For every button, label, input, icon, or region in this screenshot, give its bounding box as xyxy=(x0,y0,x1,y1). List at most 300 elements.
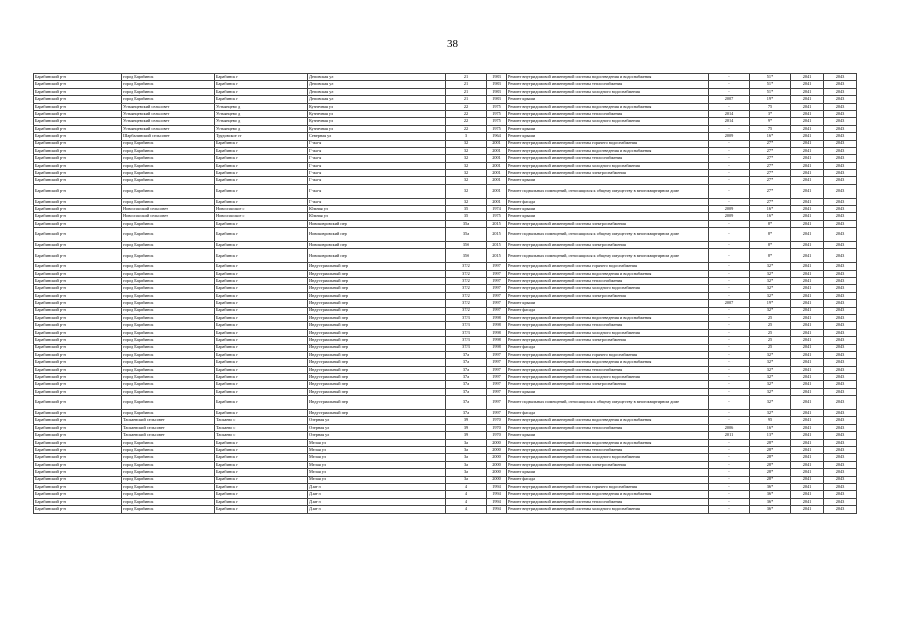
municipality-cell: Устьянцевский сельсовет xyxy=(122,118,215,125)
settlement-cell: Барабинск г xyxy=(215,359,308,366)
municipality-cell: город Барабинск xyxy=(122,506,215,513)
street-cell: Индустриальный пер xyxy=(308,300,446,307)
table-row xyxy=(34,242,857,249)
house-number-cell: 4 xyxy=(446,498,487,505)
build-year-cell: 1997 xyxy=(487,410,507,417)
wear-percent-cell: 32* xyxy=(750,307,791,314)
street-cell: Северная ул xyxy=(308,133,446,140)
period-start-cell: 2041 xyxy=(791,432,824,439)
period-start-cell: 2041 xyxy=(791,381,824,388)
settlement-cell: Барабинск г xyxy=(215,177,308,184)
period-end-cell: 2043 xyxy=(824,125,857,132)
table-row xyxy=(34,359,857,366)
table-row xyxy=(34,140,857,147)
street-cell: Г-жа-я xyxy=(308,140,446,147)
district-cell: Барабинский р-н xyxy=(34,184,122,198)
build-year-cell: 1997 xyxy=(487,277,507,284)
last-repair-year-cell: 2014 xyxy=(709,110,750,117)
period-end-cell: 2043 xyxy=(824,118,857,125)
period-start-cell: 2041 xyxy=(791,344,824,351)
last-repair-year-cell: - xyxy=(709,170,750,177)
house-number-cell: 39 xyxy=(446,417,487,424)
municipality-cell: город Барабинск xyxy=(122,351,215,358)
district-cell: Барабинский р-н xyxy=(34,374,122,381)
wear-percent-cell: 27* xyxy=(750,184,791,198)
work-type-cell: Ремонт внутридомовой инженерной системы водоотведения и водоснабжения xyxy=(507,417,709,424)
house-number-cell: 37/3 xyxy=(446,329,487,336)
house-number-cell: 4 xyxy=(446,506,487,513)
district-cell: Барабинский р-н xyxy=(34,110,122,117)
wear-percent-cell: 36* xyxy=(750,491,791,498)
house-number-cell: 21 xyxy=(446,74,487,81)
settlement-cell: Новоспасское с xyxy=(215,213,308,220)
table-row xyxy=(34,198,857,205)
settlement-cell: Устьянцево д xyxy=(215,103,308,110)
municipality-cell: город Барабинск xyxy=(122,483,215,490)
last-repair-year-cell: 2009 xyxy=(709,213,750,220)
table-row xyxy=(34,147,857,154)
house-number-cell: 22 xyxy=(446,125,487,132)
wear-percent-cell: 28* xyxy=(750,446,791,453)
period-end-cell: 2043 xyxy=(824,329,857,336)
period-start-cell: 2041 xyxy=(791,396,824,410)
build-year-cell: 1997 xyxy=(487,396,507,410)
period-end-cell: 2043 xyxy=(824,270,857,277)
table-row xyxy=(34,469,857,476)
period-start-cell: 2041 xyxy=(791,498,824,505)
period-end-cell: 2043 xyxy=(824,155,857,162)
house-number-cell: 32 xyxy=(446,177,487,184)
municipality-cell: город Барабинск xyxy=(122,162,215,169)
district-cell: Барабинский р-н xyxy=(34,198,122,205)
house-number-cell: 32 xyxy=(446,147,487,154)
wear-percent-cell: 28* xyxy=(750,439,791,446)
wear-percent-cell: 32* xyxy=(750,277,791,284)
period-end-cell: 2043 xyxy=(824,88,857,95)
table-row xyxy=(34,396,857,410)
work-type-cell: Ремонт внутридомовой инженерной системы электроснабжения xyxy=(507,220,709,227)
district-cell: Барабинский р-н xyxy=(34,469,122,476)
street-cell: Индустриальный пер xyxy=(308,366,446,373)
wear-percent-cell: 28* xyxy=(750,454,791,461)
period-start-cell: 2041 xyxy=(791,74,824,81)
settlement-cell: Барабинск г xyxy=(215,300,308,307)
period-start-cell: 2041 xyxy=(791,491,824,498)
last-repair-year-cell: - xyxy=(709,322,750,329)
wear-percent-cell: 36* xyxy=(750,483,791,490)
street-cell: Г-жа-я xyxy=(308,155,446,162)
municipality-cell: город Барабинск xyxy=(122,446,215,453)
build-year-cell: 1974 xyxy=(487,206,507,213)
build-year-cell: 1998 xyxy=(487,314,507,321)
build-year-cell: 2000 xyxy=(487,454,507,461)
street-cell: Мелая ул xyxy=(308,469,446,476)
house-number-cell: 37а xyxy=(446,388,487,395)
settlement-cell: Устьянцево д xyxy=(215,125,308,132)
period-end-cell: 2043 xyxy=(824,292,857,299)
work-type-cell: Ремонт внутридомовой инженерной системы теплоснабжения xyxy=(507,322,709,329)
district-cell: Барабинский р-н xyxy=(34,388,122,395)
last-repair-year-cell: - xyxy=(709,307,750,314)
municipality-cell: город Барабинск xyxy=(122,88,215,95)
settlement-cell: Барабинск г xyxy=(215,74,308,81)
period-end-cell: 2043 xyxy=(824,337,857,344)
last-repair-year-cell: - xyxy=(709,396,750,410)
house-number-cell: 35б xyxy=(446,242,487,249)
work-type-cell: Ремонт внутридомовой инженерной системы водоотведения и водоснабжения xyxy=(507,270,709,277)
period-start-cell: 2041 xyxy=(791,469,824,476)
last-repair-year-cell: - xyxy=(709,469,750,476)
district-cell: Барабинский р-н xyxy=(34,506,122,513)
last-repair-year-cell: - xyxy=(709,263,750,270)
district-cell: Барабинский р-н xyxy=(34,417,122,424)
period-end-cell: 2043 xyxy=(824,374,857,381)
house-number-cell: 3а xyxy=(446,454,487,461)
wear-percent-cell: 32* xyxy=(750,374,791,381)
table-row xyxy=(34,110,857,117)
work-type-cell: Ремонт внутридомовой инженерной системы водоотведения и водоснабжения xyxy=(507,147,709,154)
period-start-cell: 2041 xyxy=(791,220,824,227)
period-end-cell: 2043 xyxy=(824,162,857,169)
settlement-cell: Барабинск г xyxy=(215,491,308,498)
house-number-cell: 37/3 xyxy=(446,322,487,329)
district-cell: Барабинский р-н xyxy=(34,242,122,249)
build-year-cell: 1994 xyxy=(487,498,507,505)
house-number-cell: 37а xyxy=(446,359,487,366)
wear-percent-cell: 27* xyxy=(750,147,791,154)
wear-percent-cell: 32* xyxy=(750,285,791,292)
table-row xyxy=(34,133,857,140)
settlement-cell: Барабинск г xyxy=(215,292,308,299)
last-repair-year-cell: - xyxy=(709,476,750,483)
table-row xyxy=(34,337,857,344)
house-number-cell: 4 xyxy=(446,491,487,498)
work-type-cell: Ремонт подвальных помещений, относящихся к общему имуществу в многоквартирном доме xyxy=(507,228,709,242)
house-number-cell: 22 xyxy=(446,103,487,110)
table-row xyxy=(34,206,857,213)
build-year-cell: 1975 xyxy=(487,103,507,110)
municipality-cell: город Барабинск xyxy=(122,461,215,468)
settlement-cell: Барабинск г xyxy=(215,337,308,344)
municipality-cell: город Барабинск xyxy=(122,388,215,395)
last-repair-year-cell: - xyxy=(709,366,750,373)
street-cell: Кузнечная ул xyxy=(308,125,446,132)
period-start-cell: 2041 xyxy=(791,374,824,381)
capital-repair-table-container xyxy=(33,73,856,514)
period-end-cell: 2043 xyxy=(824,184,857,198)
work-type-cell: Ремонт фасада xyxy=(507,198,709,205)
house-number-cell: 32 xyxy=(446,140,487,147)
district-cell: Барабинский р-н xyxy=(34,498,122,505)
table-row xyxy=(34,424,857,431)
municipality-cell: Таскаевский сельсовет xyxy=(122,417,215,424)
wear-percent-cell: 19* xyxy=(750,96,791,103)
settlement-cell: Барабинск г xyxy=(215,469,308,476)
wear-percent-cell: 28* xyxy=(750,461,791,468)
work-type-cell: Ремонт внутридомовой инженерной системы горячего водоснабжения xyxy=(507,263,709,270)
municipality-cell: город Барабинск xyxy=(122,285,215,292)
period-start-cell: 2041 xyxy=(791,277,824,284)
period-end-cell: 2043 xyxy=(824,381,857,388)
table-row xyxy=(34,277,857,284)
street-cell: Мелая ул xyxy=(308,461,446,468)
street-cell: Новоковровский пер xyxy=(308,228,446,242)
work-type-cell: Ремонт внутридомовой инженерной системы водоотведения и водоснабжения xyxy=(507,74,709,81)
settlement-cell: Барабинск г xyxy=(215,198,308,205)
settlement-cell: Барабинск г xyxy=(215,314,308,321)
district-cell: Барабинский р-н xyxy=(34,410,122,417)
table-row xyxy=(34,381,857,388)
last-repair-year-cell: - xyxy=(709,147,750,154)
table-row xyxy=(34,454,857,461)
work-type-cell: Ремонт внутридомовой инженерной системы теплоснабжения xyxy=(507,424,709,431)
municipality-cell: Таскаевский сельсовет xyxy=(122,432,215,439)
build-year-cell: 2001 xyxy=(487,140,507,147)
wear-percent-cell: 32* xyxy=(750,410,791,417)
period-end-cell: 2043 xyxy=(824,359,857,366)
table-row xyxy=(34,439,857,446)
work-type-cell: Ремонт внутридомовой инженерной системы водоотведения и водоснабжения xyxy=(507,359,709,366)
work-type-cell: Ремонт крыши xyxy=(507,469,709,476)
municipality-cell: город Барабинск xyxy=(122,96,215,103)
settlement-cell: Барабинск г xyxy=(215,329,308,336)
build-year-cell: 1998 xyxy=(487,322,507,329)
wear-percent-cell: 95 xyxy=(750,417,791,424)
table-row xyxy=(34,88,857,95)
work-type-cell: Ремонт внутридомовой инженерной системы холодного водоснабжения xyxy=(507,285,709,292)
settlement-cell: Барабинск г xyxy=(215,366,308,373)
house-number-cell: 37/2 xyxy=(446,300,487,307)
table-row xyxy=(34,322,857,329)
municipality-cell: город Барабинск xyxy=(122,344,215,351)
period-end-cell: 2043 xyxy=(824,242,857,249)
last-repair-year-cell: - xyxy=(709,270,750,277)
wear-percent-cell: 25 xyxy=(750,322,791,329)
period-start-cell: 2041 xyxy=(791,81,824,88)
district-cell: Барабинский р-н xyxy=(34,133,122,140)
municipality-cell: город Барабинск xyxy=(122,300,215,307)
period-end-cell: 2043 xyxy=(824,213,857,220)
period-start-cell: 2041 xyxy=(791,242,824,249)
period-start-cell: 2041 xyxy=(791,177,824,184)
build-year-cell: 1997 xyxy=(487,285,507,292)
work-type-cell: Ремонт внутридомовой инженерной системы теплоснабжения xyxy=(507,498,709,505)
municipality-cell: город Барабинск xyxy=(122,292,215,299)
last-repair-year-cell: - xyxy=(709,417,750,424)
street-cell: Новоковровский пер xyxy=(308,242,446,249)
wear-percent-cell: 28* xyxy=(750,476,791,483)
last-repair-year-cell: - xyxy=(709,177,750,184)
period-end-cell: 2043 xyxy=(824,344,857,351)
municipality-cell: город Барабинск xyxy=(122,270,215,277)
street-cell: Мелая ул xyxy=(308,446,446,453)
last-repair-year-cell: - xyxy=(709,292,750,299)
district-cell: Барабинский р-н xyxy=(34,270,122,277)
period-start-cell: 2041 xyxy=(791,198,824,205)
municipality-cell: город Барабинск xyxy=(122,277,215,284)
district-cell: Барабинский р-н xyxy=(34,147,122,154)
street-cell: Мелая ул xyxy=(308,439,446,446)
period-end-cell: 2043 xyxy=(824,388,857,395)
wear-percent-cell: 16* xyxy=(750,424,791,431)
period-start-cell: 2041 xyxy=(791,506,824,513)
house-number-cell: 37а xyxy=(446,374,487,381)
last-repair-year-cell: - xyxy=(709,285,750,292)
settlement-cell: Барабинск г xyxy=(215,483,308,490)
street-cell: Индустриальный пер xyxy=(308,374,446,381)
municipality-cell: Новоспасский сельсовет xyxy=(122,206,215,213)
wear-percent-cell: 25 xyxy=(750,329,791,336)
street-cell: Индустриальный пер xyxy=(308,285,446,292)
period-start-cell: 2041 xyxy=(791,337,824,344)
period-start-cell: 2041 xyxy=(791,424,824,431)
house-number-cell: 37/3 xyxy=(446,337,487,344)
period-start-cell: 2041 xyxy=(791,140,824,147)
last-repair-year-cell: - xyxy=(709,439,750,446)
table-row xyxy=(34,170,857,177)
period-start-cell: 2041 xyxy=(791,213,824,220)
house-number-cell: 35 xyxy=(446,213,487,220)
build-year-cell: 1997 xyxy=(487,263,507,270)
last-repair-year-cell: 2011 xyxy=(709,432,750,439)
district-cell: Барабинский р-н xyxy=(34,366,122,373)
house-number-cell: 35б xyxy=(446,249,487,263)
wear-percent-cell: 32* xyxy=(750,270,791,277)
build-year-cell: 1997 xyxy=(487,381,507,388)
municipality-cell: город Барабинск xyxy=(122,314,215,321)
wear-percent-cell: 27* xyxy=(750,155,791,162)
settlement-cell: Барабинск г xyxy=(215,498,308,505)
period-start-cell: 2041 xyxy=(791,483,824,490)
wear-percent-cell: 27* xyxy=(750,198,791,205)
period-end-cell: 2043 xyxy=(824,307,857,314)
district-cell: Барабинский р-н xyxy=(34,249,122,263)
build-year-cell: 1998 xyxy=(487,337,507,344)
period-start-cell: 2041 xyxy=(791,249,824,263)
last-repair-year-cell: - xyxy=(709,242,750,249)
street-cell: Г-жа-я xyxy=(308,147,446,154)
build-year-cell: 1997 xyxy=(487,292,507,299)
period-start-cell: 2041 xyxy=(791,184,824,198)
settlement-cell: Барабинск г xyxy=(215,506,308,513)
district-cell: Барабинский р-н xyxy=(34,292,122,299)
settlement-cell: Барабинск г xyxy=(215,162,308,169)
build-year-cell: 2001 xyxy=(487,184,507,198)
last-repair-year-cell: - xyxy=(709,198,750,205)
wear-percent-cell: 13* xyxy=(750,432,791,439)
build-year-cell: 1983 xyxy=(487,74,507,81)
last-repair-year-cell: - xyxy=(709,410,750,417)
wear-percent-cell: 51* xyxy=(750,81,791,88)
period-end-cell: 2043 xyxy=(824,396,857,410)
period-start-cell: 2041 xyxy=(791,88,824,95)
period-end-cell: 2043 xyxy=(824,74,857,81)
last-repair-year-cell: - xyxy=(709,381,750,388)
build-year-cell: 1998 xyxy=(487,329,507,336)
work-type-cell: Ремонт внутридомовой инженерной системы теплоснабжения xyxy=(507,366,709,373)
work-type-cell: Ремонт внутридомовой инженерной системы электроснабжения xyxy=(507,381,709,388)
period-start-cell: 2041 xyxy=(791,133,824,140)
district-cell: Барабинский р-н xyxy=(34,96,122,103)
street-cell: Индустриальный пер xyxy=(308,337,446,344)
table-row xyxy=(34,432,857,439)
municipality-cell: Устьянцевский сельсовет xyxy=(122,110,215,117)
district-cell: Барабинский р-н xyxy=(34,344,122,351)
settlement-cell: Новоспасское с xyxy=(215,206,308,213)
work-type-cell: Ремонт внутридомовой инженерной системы водоотведения и водоснабжения xyxy=(507,439,709,446)
table-row xyxy=(34,491,857,498)
work-type-cell: Ремонт внутридомовой инженерной системы водоотведения и водоснабжения xyxy=(507,491,709,498)
work-type-cell: Ремонт внутридомовой инженерной системы теплоснабжения xyxy=(507,155,709,162)
build-year-cell: 2015 xyxy=(487,228,507,242)
street-cell: Индустриальный пер xyxy=(308,396,446,410)
settlement-cell: Барабинск г xyxy=(215,184,308,198)
street-cell: Индустриальный пер xyxy=(308,263,446,270)
house-number-cell: 37/2 xyxy=(446,277,487,284)
period-start-cell: 2041 xyxy=(791,110,824,117)
street-cell: Д.кв-л xyxy=(308,491,446,498)
table-row xyxy=(34,351,857,358)
build-year-cell: 2015 xyxy=(487,242,507,249)
table-row xyxy=(34,228,857,242)
period-end-cell: 2043 xyxy=(824,249,857,263)
house-number-cell: 37а xyxy=(446,381,487,388)
period-end-cell: 2043 xyxy=(824,277,857,284)
period-end-cell: 2043 xyxy=(824,469,857,476)
capital-repair-table xyxy=(33,73,857,514)
district-cell: Барабинский р-н xyxy=(34,228,122,242)
work-type-cell: Ремонт внутридомовой инженерной системы водоотведения и водоснабжения xyxy=(507,103,709,110)
house-number-cell: 37а xyxy=(446,366,487,373)
last-repair-year-cell: - xyxy=(709,329,750,336)
house-number-cell: 39 xyxy=(446,424,487,431)
street-cell: Озерная ул xyxy=(308,432,446,439)
table-row xyxy=(34,285,857,292)
build-year-cell: 1964 xyxy=(487,133,507,140)
settlement-cell: Барабинск г xyxy=(215,344,308,351)
house-number-cell: 37а xyxy=(446,396,487,410)
period-start-cell: 2041 xyxy=(791,417,824,424)
table-row xyxy=(34,249,857,263)
last-repair-year-cell: - xyxy=(709,162,750,169)
build-year-cell: 1970 xyxy=(487,424,507,431)
house-number-cell: 21 xyxy=(446,81,487,88)
table-row xyxy=(34,388,857,395)
period-end-cell: 2043 xyxy=(824,140,857,147)
period-end-cell: 2043 xyxy=(824,454,857,461)
period-start-cell: 2041 xyxy=(791,307,824,314)
street-cell: Г-жа-я xyxy=(308,170,446,177)
street-cell: Индустриальный пер xyxy=(308,388,446,395)
table-row xyxy=(34,344,857,351)
municipality-cell: город Барабинск xyxy=(122,177,215,184)
district-cell: Барабинский р-н xyxy=(34,424,122,431)
house-number-cell: 35а xyxy=(446,228,487,242)
period-start-cell: 2041 xyxy=(791,476,824,483)
last-repair-year-cell: - xyxy=(709,446,750,453)
last-repair-year-cell: - xyxy=(709,81,750,88)
period-start-cell: 2041 xyxy=(791,322,824,329)
last-repair-year-cell: - xyxy=(709,506,750,513)
municipality-cell: город Барабинск xyxy=(122,198,215,205)
period-start-cell: 2041 xyxy=(791,292,824,299)
street-cell: Г-жа-я xyxy=(308,184,446,198)
last-repair-year-cell: 2006 xyxy=(709,424,750,431)
build-year-cell: 1994 xyxy=(487,483,507,490)
work-type-cell: Ремонт внутридомовой инженерной системы горячего водоснабжения xyxy=(507,483,709,490)
build-year-cell: 1970 xyxy=(487,432,507,439)
work-type-cell: Ремонт крыши xyxy=(507,300,709,307)
